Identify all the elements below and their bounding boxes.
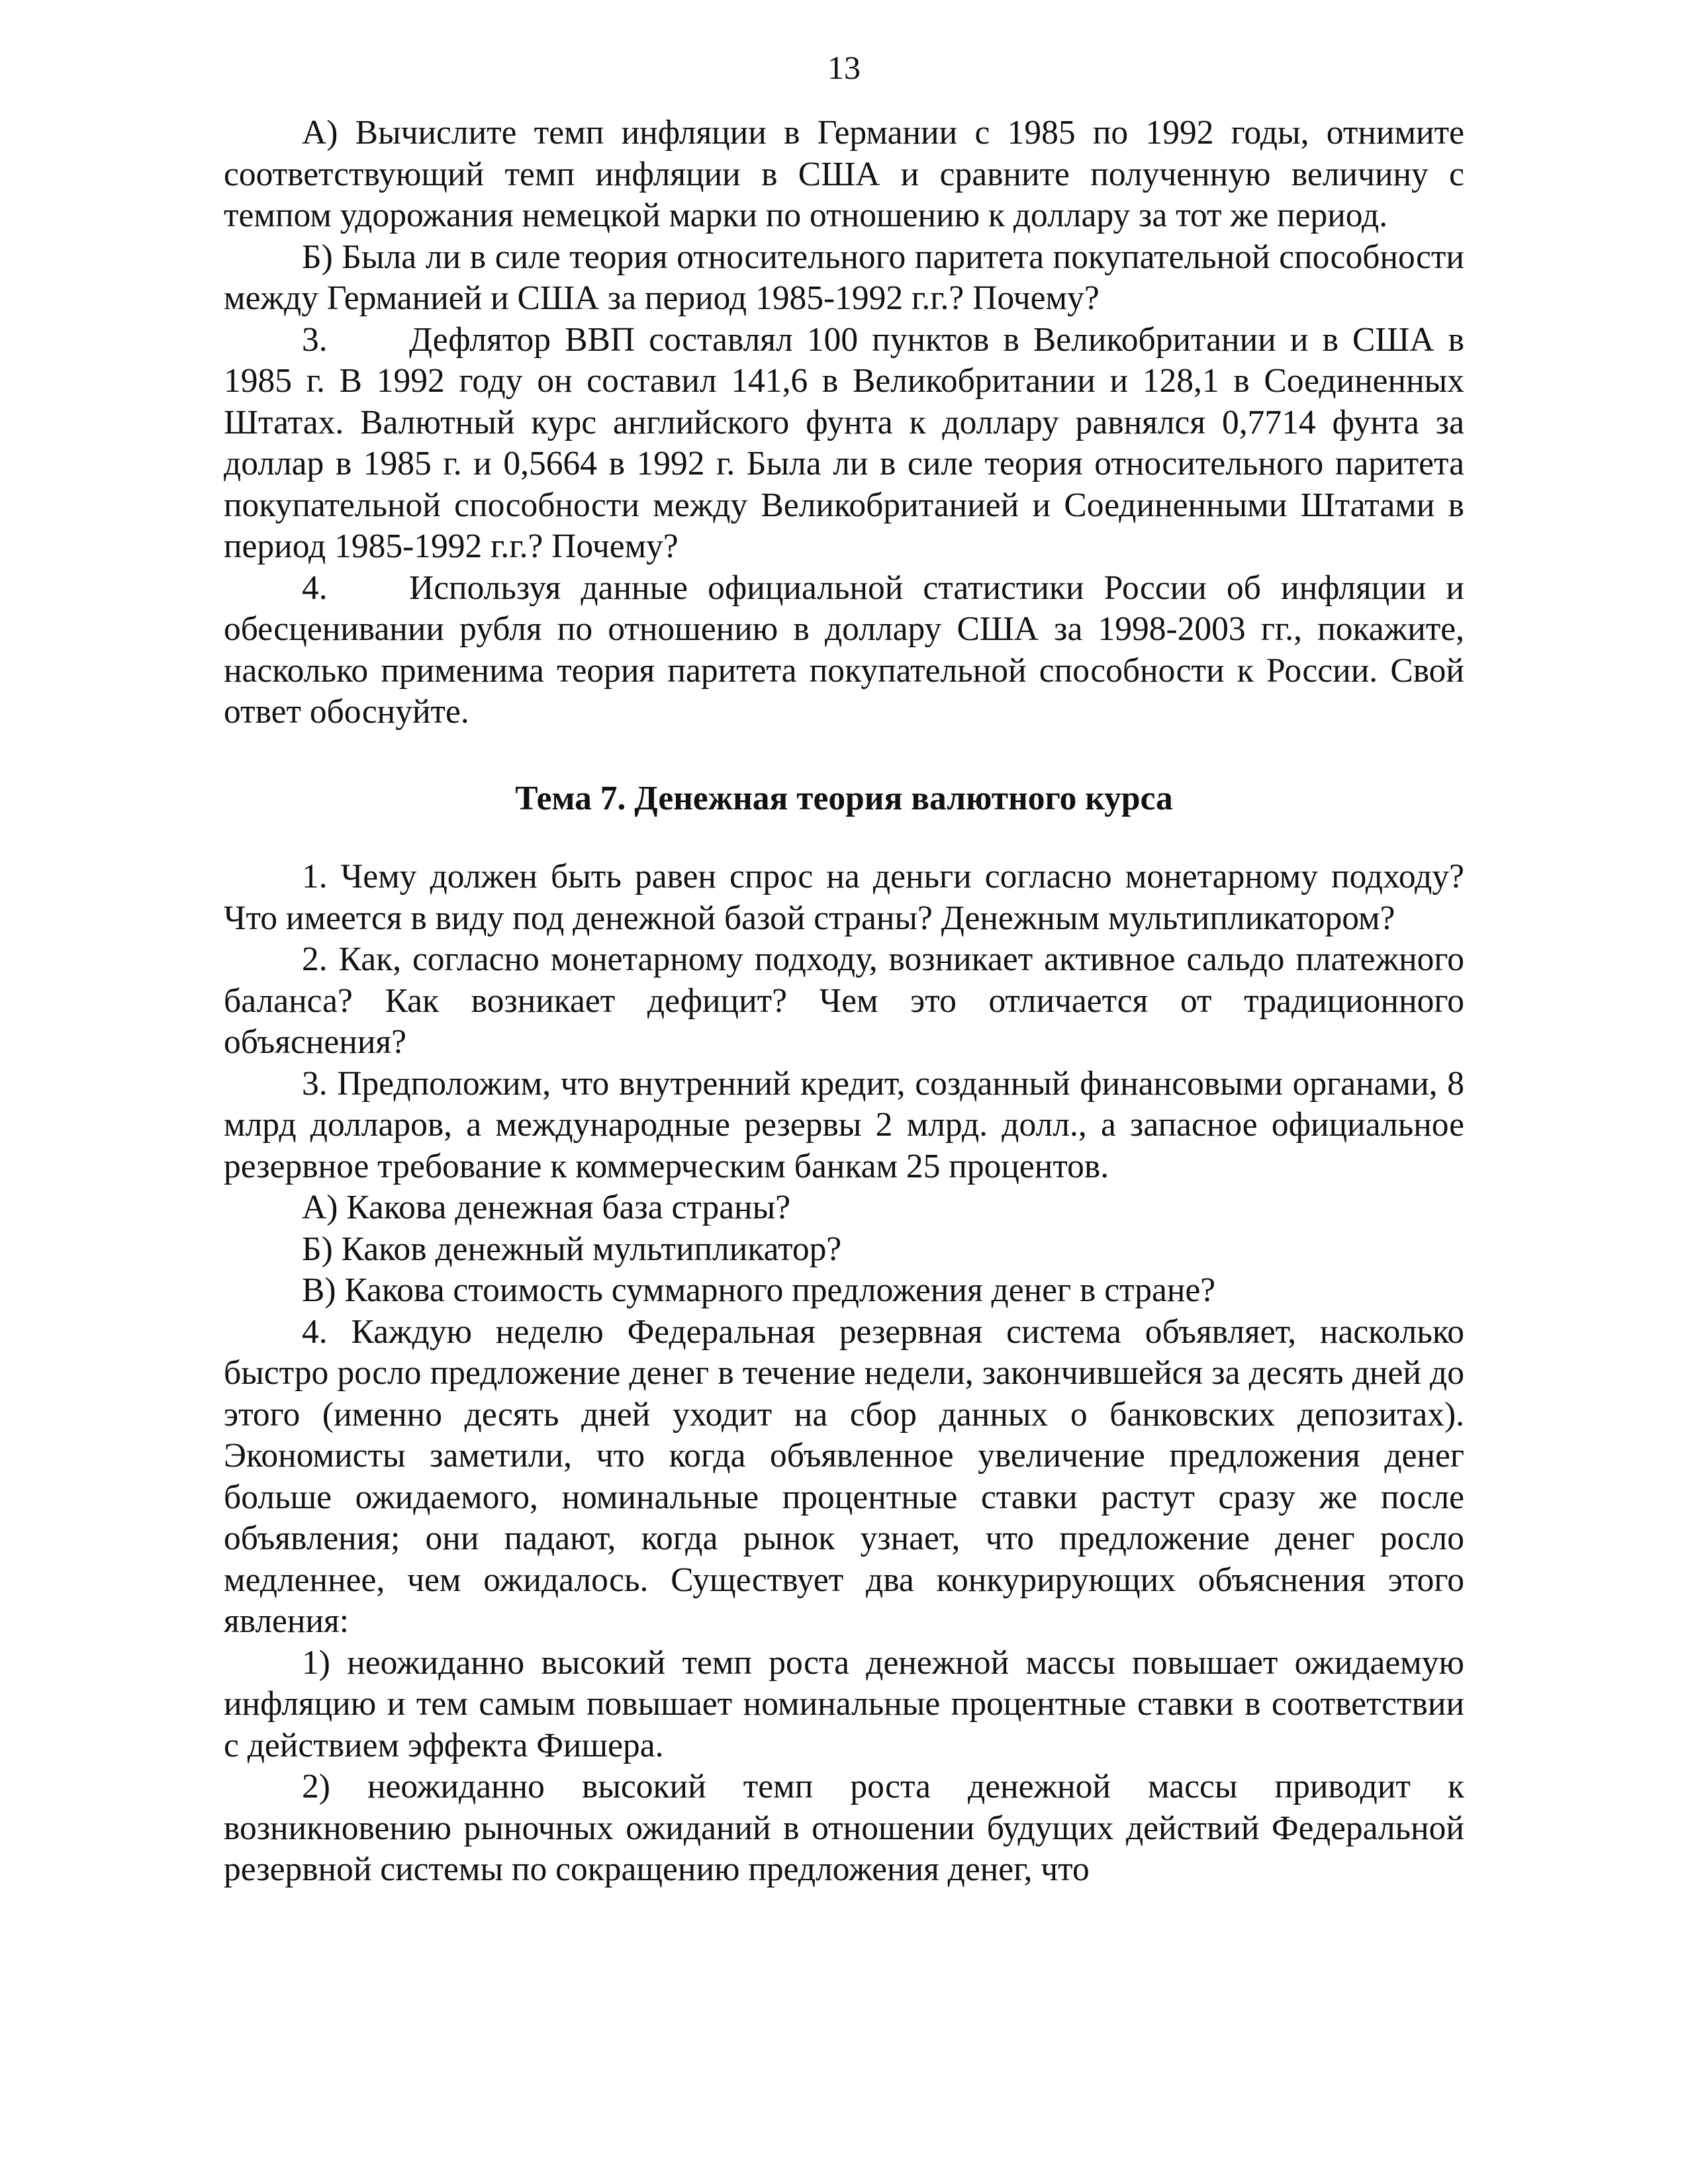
paragraph-question-2: 2. Как, согласно монетарному подходу, возникает активное сальдо платежного баланса? Как возникает дефицит? Чем это отличается от традиционного объяснения? (224, 940, 1464, 1061)
paragraph-task-b: Б) Была ли в силе теория относительного паритета покупательной способности между Германией и США за период 1985-1992 г.г.? Почему? (224, 238, 1464, 317)
paragraph-question-3: 3. Предположим, что внутренний кредит, созданный финансовыми органами, 8 млрд долларов, а международные резервы 2 млрд. долл., а запасное официальное резервное требование к коммерческим банкам 25 процентов. (224, 1064, 1464, 1185)
paragraph-explanation-1: 1) неожиданно высокий темп роста денежной массы повышает ожидаемую инфляцию и тем самым повышает номинальные процентные ставки в соответствии с действием эффекта Фишера. (224, 1643, 1464, 1764)
numbered-item-3 (224, 320, 1464, 568)
paragraph-subquestion-b: Б) Каков денежный мультипликатор? (302, 1230, 842, 1268)
item-number: 4. (302, 569, 328, 607)
item-text: Дефлятор ВВП составлял 100 пунктов в Великобритании и в США в 1985 г. В 1992 году он составил 141,6 в Великобритании и 128,1 в Соединенных Штатах. Валютный курс английского фунта к доллару равнялся 0,7714 фунта за доллар в 1985 г. и 0,5664 в 1992 г. Была ли в силе теория относительного паритета покупательной способности между Великобританией и Соединенными Штатами в период 1985-1992 г.г.? Почему? (224, 320, 1464, 565)
paragraph-subquestion-a: А) Какова денежная база страны? (302, 1189, 791, 1226)
paragraph-question-1: 1. Чему должен быть равен спрос на деньги согласно монетарному подходу? Что имеется в виду под денежной базой страны? Денежным мультипликатором? (224, 858, 1464, 937)
item-number: 3. (302, 320, 328, 359)
page-content (224, 113, 1464, 1891)
page-number: 13 (827, 49, 861, 86)
paragraph-explanation-2: 2) неожиданно высокий темп роста денежной массы приводит к возникновению рыночных ожиданий в отношении будущих действий Федеральной резервной системы по сокращению предложения денег, что (224, 1768, 1464, 1888)
item-text: Используя данные официальной статистики России об инфляции и обесценивании рубля по отношению в доллару США за 1998-2003 гг., покажите, насколько применима теория паритета покупательной способности к России. Свой ответ обоснуйте. (224, 569, 1464, 731)
paragraph-subquestion-c: В) Какова стоимость суммарного предложения денег в стране? (302, 1271, 1216, 1309)
paragraph-task-a: А) Вычислите темп инфляции в Германии с 1985 по 1992 годы, отнимите соответствующий темп инфляции в США и сравните полученную величину с темпом удорожания немецкой марки по отношению к доллару за тот же период. (224, 114, 1464, 234)
section-heading: Тема 7. Денежная теория валютного курса (515, 779, 1173, 817)
paragraph-question-4: 4. Каждую неделю Федеральная резервная система объявляет, насколько быстро росло предложение денег в течение недели, закончившейся за десять дней до этого (именно десять дней уходит на сбор данных о банковских депозитах). Экономисты заметили, что когда объявленное увеличение предложения денег больше ожидаемого, номинальные процентные ставки растут сразу же после объявления; они падают, когда рынок узнает, что предложение денег росло медленнее, чем ожидалось. Существует два конкурирующих объяснения этого явления: (224, 1312, 1464, 1640)
numbered-item-4 (224, 568, 1464, 733)
